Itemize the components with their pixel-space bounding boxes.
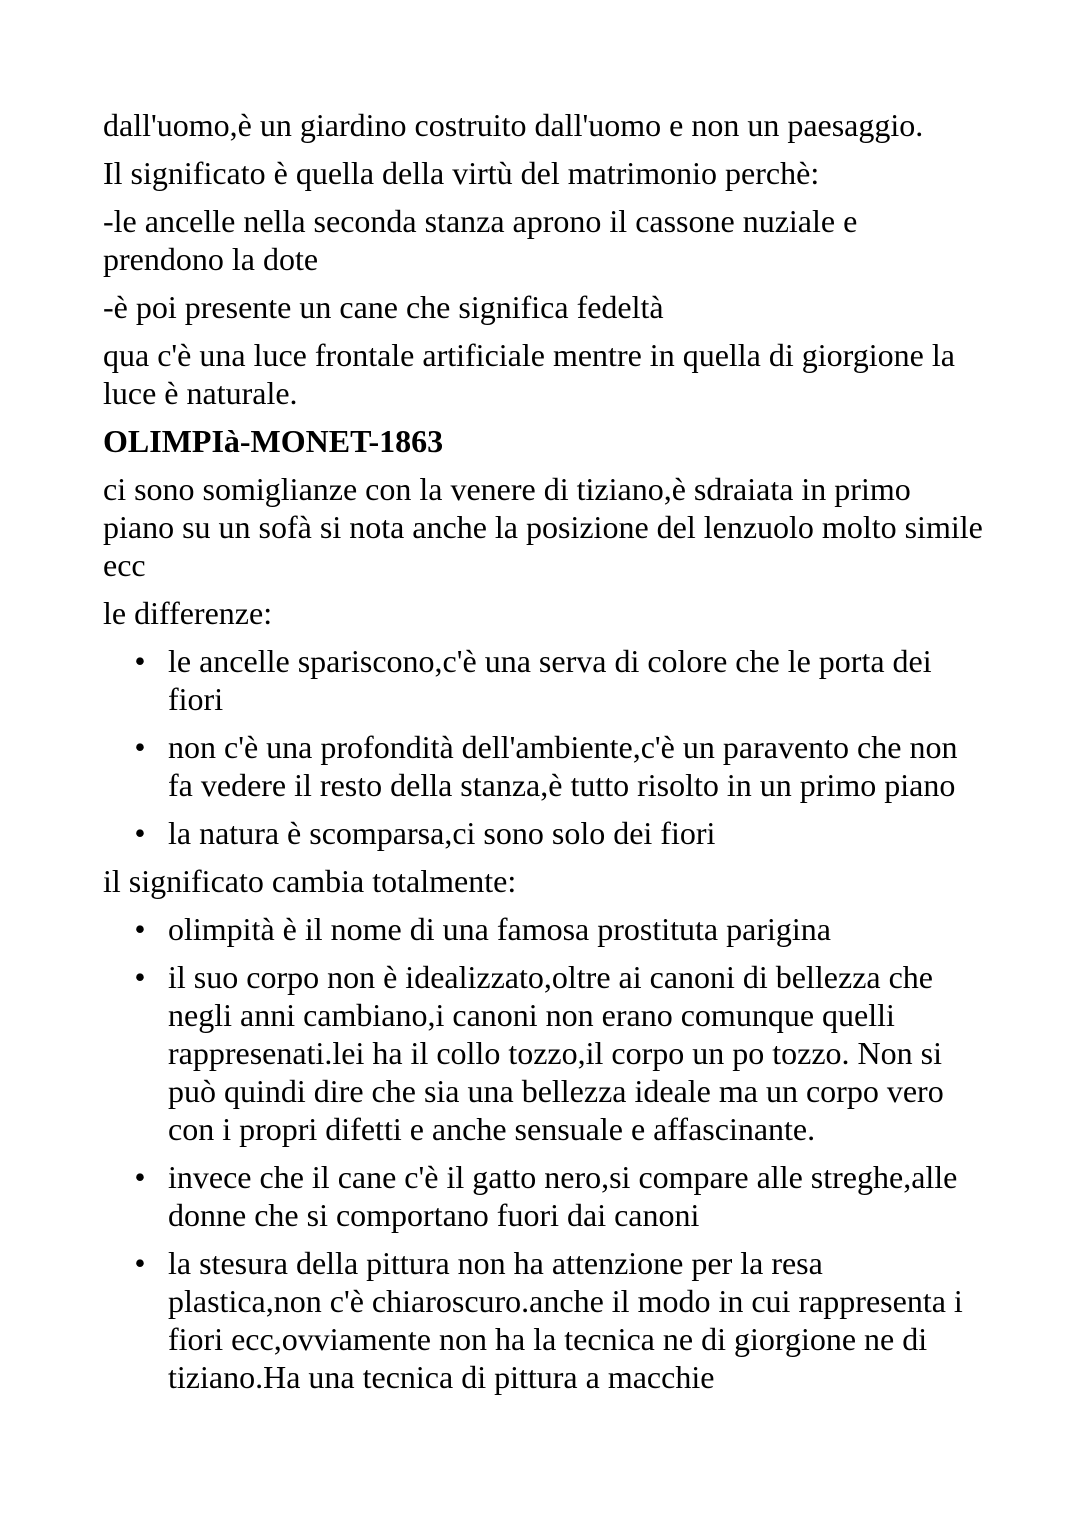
paragraph-similarities: ci sono somiglianze con la venere di tiziano,è sdraiata in primo piano su un sofà si nota anche la posizione del lenzuolo molto simile ecc [103,471,983,583]
list-item-text: olimpità è il nome di una famosa prostituta parigina [168,911,831,947]
list-item-text: invece che il cane c'è il gatto nero,si compare alle streghe,alle donne che si comportano fuori dai canoni [168,1159,958,1233]
list-item-text: le ancelle spariscono,c'è una serva di colore che le porta dei fiori [168,643,932,717]
meaning-label: il significato cambia totalmente: [103,863,517,899]
list-item [134,1158,983,1234]
list-item [134,1244,983,1396]
paragraph-cane-fedelta: -è poi presente un cane che significa fedeltà [103,289,664,325]
paragraph-garden: dall'uomo,è un giardino costruito dall'uomo e non un paesaggio. [103,107,924,143]
differences-list [103,642,983,852]
list-item [134,642,983,718]
paragraph-ancelle-dote: -le ancelle nella seconda stanza aprono il cassone nuziale e prendono la dote [103,203,858,277]
bullet-icon: • [134,729,146,765]
list-item [134,910,983,948]
list-item [134,814,983,852]
differences-label: le differenze: [103,595,273,631]
paragraph-meaning-marriage: Il significato è quella della virtù del matrimonio perchè: [103,155,820,191]
list-item [134,958,983,1148]
list-item-text: la natura è scomparsa,ci sono solo dei fiori [168,815,716,851]
list-item-text: la stesura della pittura non ha attenzione per la resa plastica,non c'è chiaroscuro.anche il modo in cui rappresenta i fiori ecc,ovviamente non ha la tecnica ne di giorgione ne di tiziano.Ha una tecnica di pittura a macchie [168,1245,963,1395]
bullet-icon: • [134,815,146,851]
paragraph-luce: qua c'è una luce frontale artificiale mentre in quella di giorgione la luce è naturale. [103,337,955,411]
meaning-list [103,910,983,1396]
list-item [134,728,983,804]
bullet-icon: • [134,1245,146,1281]
bullet-icon: • [134,1159,146,1195]
section-heading: OLIMPIà-MONET-1863 [103,423,444,459]
document-content [103,106,983,1406]
bullet-icon: • [134,959,146,995]
list-item-text: non c'è una profondità dell'ambiente,c'è un paravento che non fa vedere il resto della stanza,è tutto risolto in un primo piano [168,729,958,803]
list-item-text: il suo corpo non è idealizzato,oltre ai canoni di bellezza che negli anni cambiano,i canoni non erano comunque quelli rappresenati.lei ha il collo tozzo,il corpo un po tozzo. Non si può quindi dire che sia una bellezza ideale ma un corpo vero con i propri difetti e anche sensuale e affascinante. [168,959,944,1147]
bullet-icon: • [134,911,146,947]
bullet-icon: • [134,643,146,679]
